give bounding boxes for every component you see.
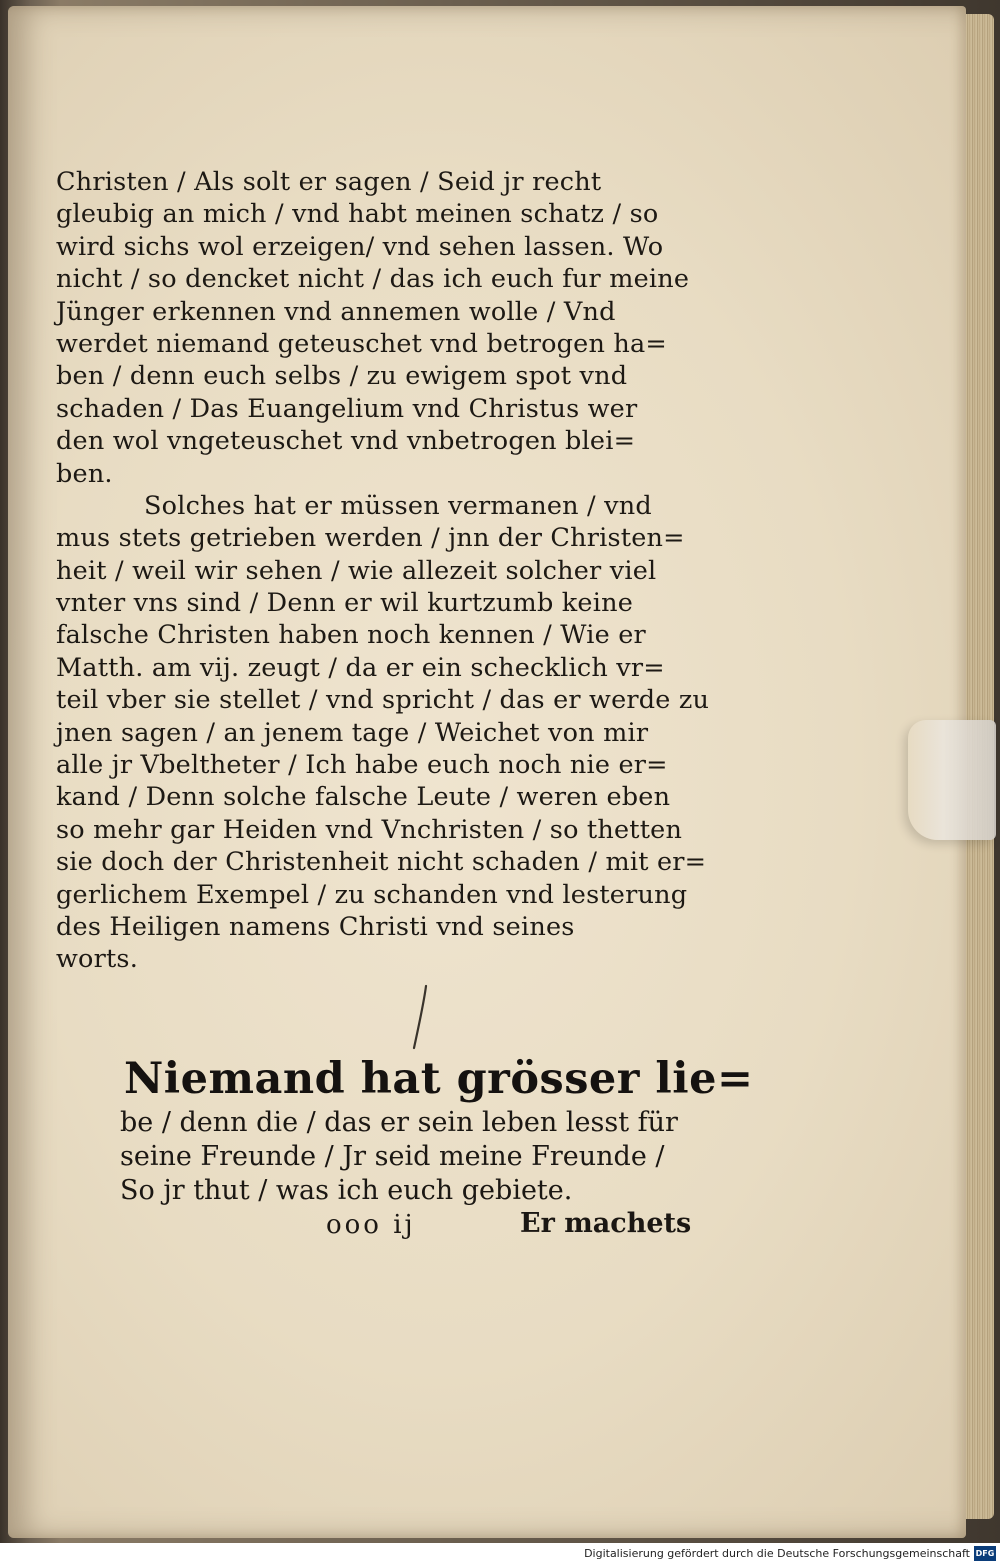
text-line: werdet niemand geteuschet vnd betrogen ha= xyxy=(56,328,667,359)
dfg-logo: DFG xyxy=(974,1546,996,1561)
text-line: heit / weil wir sehen / wie allezeit solcher viel xyxy=(56,555,657,586)
funding-credit: Digitalisierung gefördert durch die Deutsche Forschungsgemeinschaft xyxy=(584,1547,970,1560)
text-line: des Heiligen namens Christi vnd seines xyxy=(56,911,575,942)
text-line: vnter vns sind / Denn er wil kurtzumb keine xyxy=(56,588,633,619)
text-line: den wol vngeteuschet vnd vnbetrogen blei= xyxy=(56,426,636,457)
scripture-verse xyxy=(120,1106,700,1208)
page-clip xyxy=(908,720,996,840)
text-line: so mehr gar Heiden vnd Vnchristen / so thetten xyxy=(56,814,683,845)
text-line: ben. xyxy=(56,458,113,489)
text-line: schaden / Das Euangelium vnd Christus wer xyxy=(56,393,638,424)
text-line: alle jr Vbeltheter / Ich habe euch noch nie er= xyxy=(56,750,668,781)
footer-bar xyxy=(0,1543,1000,1565)
verse-line: seine Freunde / Jr seid meine Freunde / xyxy=(120,1141,665,1172)
body-text xyxy=(56,166,716,976)
catchword: Er machets xyxy=(520,1208,692,1239)
text-line: falsche Christen haben noch kennen / Wie er xyxy=(56,620,646,651)
text-line: jnen sagen / an jenem tage / Weichet von mir xyxy=(56,717,649,748)
text-line: teil vber sie stellet / vnd spricht / das er werde zu xyxy=(56,685,710,716)
text-line: wird sichs wol erzeigen/ vnd sehen lassen. Wo xyxy=(56,231,664,262)
text-line: ben / denn euch selbs / zu ewigem spot vnd xyxy=(56,361,628,392)
text-line: gleubig an mich / vnd habt meinen schatz / so xyxy=(56,199,659,230)
scripture-heading: Niemand hat grösser lie= xyxy=(124,1054,754,1104)
verse-line: So jr thut / was ich euch gebiete. xyxy=(120,1175,573,1206)
text-line: gerlichem Exempel / zu schanden vnd lesterung xyxy=(56,879,688,910)
text-line: Matth. am vij. zeugt / da er ein schecklich vr= xyxy=(56,652,665,683)
signature-mark: ooo ij xyxy=(326,1210,416,1240)
verse-line: be / denn die / das er sein leben lesst für xyxy=(120,1107,678,1138)
text-line: kand / Denn solche falsche Leute / weren eben xyxy=(56,782,671,813)
pencil-mark xyxy=(404,982,434,1052)
text-line: nicht / so dencket nicht / das ich euch fur meine xyxy=(56,264,690,295)
text-line: worts. xyxy=(56,944,139,975)
text-line: sie doch der Christenheit nicht schaden / mit er= xyxy=(56,847,707,878)
paragraph-start-line: Solches hat er müssen vermanen / vnd xyxy=(144,490,652,521)
text-line: Christen / Als solt er sagen / Seid jr recht xyxy=(56,167,602,197)
text-line: Jünger erkennen vnd annemen wolle / Vnd xyxy=(56,296,616,327)
text-line: mus stets getrieben werden / jnn der Christen= xyxy=(56,523,685,554)
